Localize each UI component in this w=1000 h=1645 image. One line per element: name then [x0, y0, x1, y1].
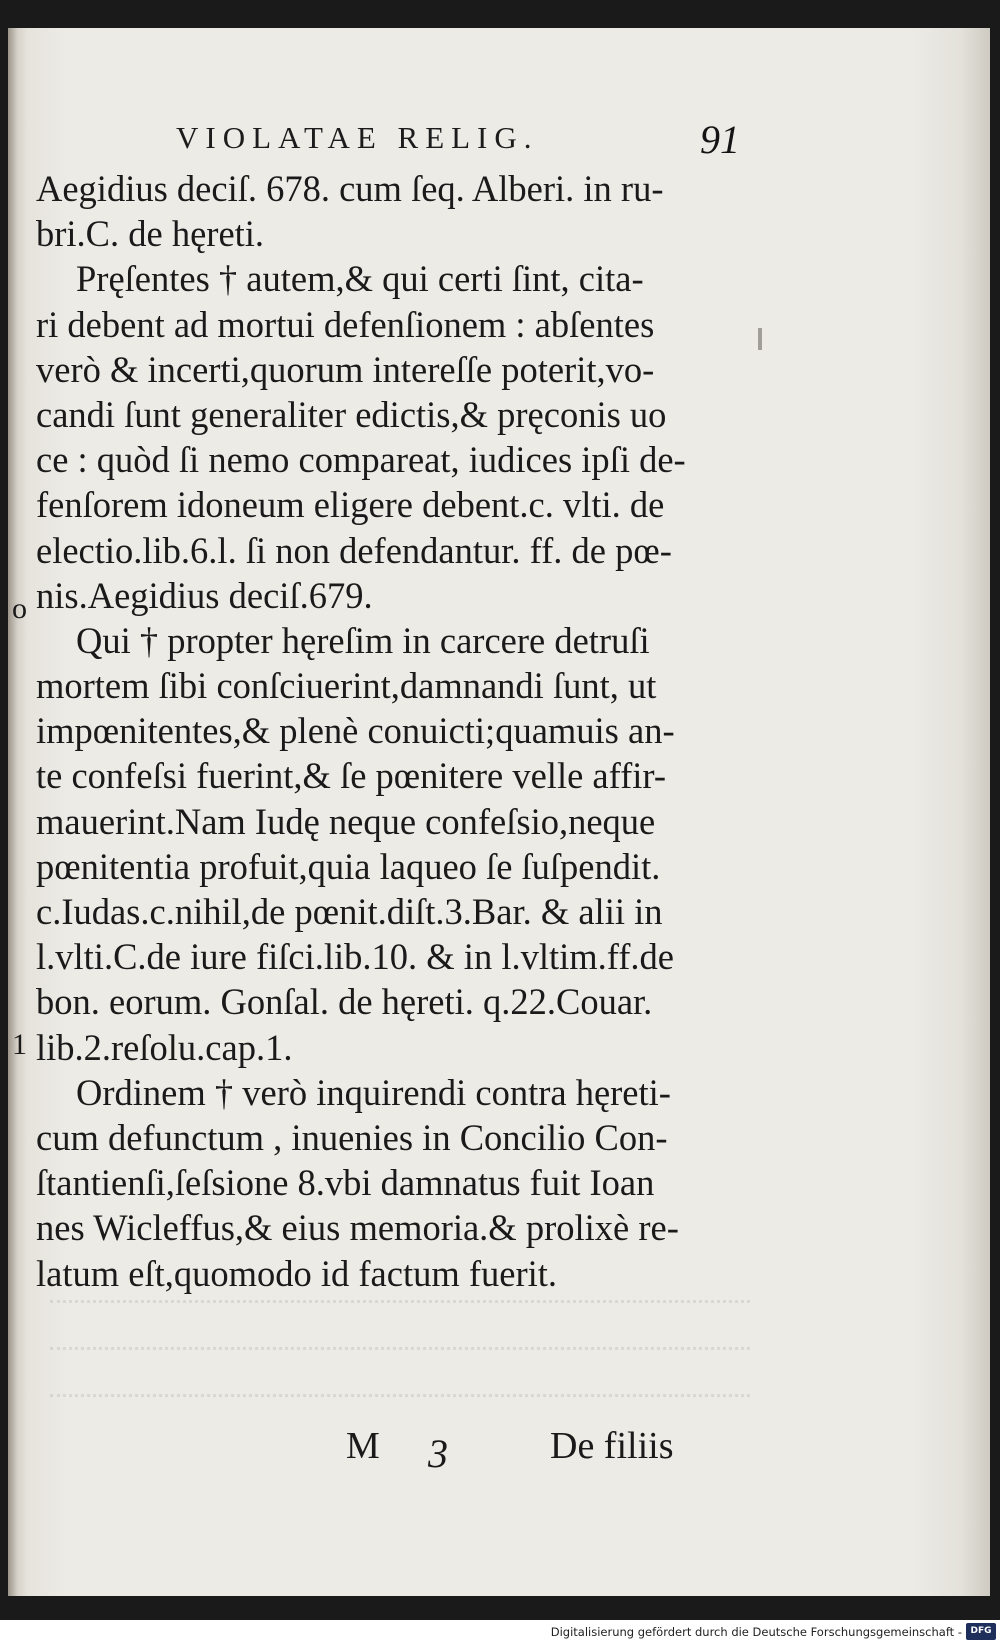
- catchword: De filiis: [550, 1425, 674, 1467]
- text-line: bon. eorum. Gonſal. de hęreti. q.22.Couar.: [36, 981, 653, 1023]
- text-line: l.vlti.C.de iure fiſci.lib.10. & in l.vltim.ff.de: [36, 936, 675, 978]
- text-line: lib.2.reſolu.cap.1.: [36, 1026, 293, 1068]
- text-line: verò & incerti,quorum intereſſe poterit,vo-: [36, 348, 655, 390]
- page-footer: [0, 1424, 1000, 1474]
- text-line: nis.Aegidius deciſ.679.: [36, 574, 373, 616]
- text-line: cum defunctum , inuenies in Concilio Con-: [36, 1116, 668, 1158]
- page-edge: [8, 28, 18, 1596]
- margin-number: o: [12, 592, 27, 625]
- funding-credit: Digitalisierung gefördert durch die Deutsche Forschungsgemeinschaft -: [550, 1625, 962, 1639]
- show-through-texture: [50, 1280, 750, 1430]
- gutter-mark: [758, 328, 762, 350]
- credit-bar: [0, 1620, 1000, 1645]
- text-line: nes Wicleffus,& eius memoria.& prolixè re-: [36, 1207, 679, 1249]
- text-line: Qui † propter hęreſim in carcere detruſi: [76, 619, 650, 661]
- text-line: te confeſsi fuerint,& ſe pœnitere velle affir-: [36, 755, 666, 797]
- text-line: Pręſentes † autem,& qui certi ſint, cita-: [76, 258, 644, 300]
- running-head-title: VIOLATAE RELIG.: [176, 120, 539, 155]
- text-line: pœnitentia profuit,quia laqueo ſe ſuſpendit.: [36, 845, 661, 887]
- text-line: electio.lib.6.l. ſi non defendantur. ff. de pœ-: [36, 529, 672, 571]
- text-line: impœnitentes,& plenè conuicti;quamuis an-: [36, 710, 675, 752]
- text-line: mortem ſibi conſciuerint,damnandi ſunt, ut: [36, 665, 657, 707]
- text-line: Aegidius deciſ. 678. cum ſeq. Alberi. in ru-: [36, 168, 664, 209]
- text-line: ce : quòd ſi nemo compareat, iudices ipſi de-: [36, 439, 686, 481]
- text-line: mauerint.Nam Iudę neque confeſsio,neque: [36, 800, 656, 842]
- text-line: ſtantienſi,ſeſsione 8.vbi damnatus fuit Ioan: [36, 1162, 655, 1204]
- text-line: c.Iudas.c.nihil,de pœnit.diſt.3.Bar. & alii in: [36, 891, 663, 932]
- dfg-logo: [966, 1623, 996, 1640]
- bleed-rule: [50, 1327, 750, 1350]
- signature-mark: M: [346, 1425, 380, 1467]
- page-number: 91: [700, 117, 740, 162]
- body-text: [36, 166, 746, 1296]
- text-line: fenſorem idoneum eligere debent.c. vlti. de: [36, 484, 665, 526]
- text-line: Ordinem † verò inquirendi contra hęreti-: [76, 1071, 671, 1113]
- text-line: ri debent ad mortui defenſionem : abſentes: [36, 303, 655, 345]
- text-line: candi ſunt generaliter edictis,& pręconis uo: [36, 393, 667, 435]
- bleed-rule: [50, 1280, 750, 1303]
- bleed-rule: [50, 1374, 750, 1397]
- text-line: latum eſt,quomodo id factum fuerit.: [36, 1252, 558, 1294]
- dfg-logo-text: DFG: [970, 1626, 992, 1636]
- signature-number: 3: [428, 1431, 448, 1476]
- text-line: bri.C. de hęreti.: [36, 213, 265, 255]
- running-head: [0, 117, 1000, 162]
- margin-number: 1: [12, 1028, 27, 1061]
